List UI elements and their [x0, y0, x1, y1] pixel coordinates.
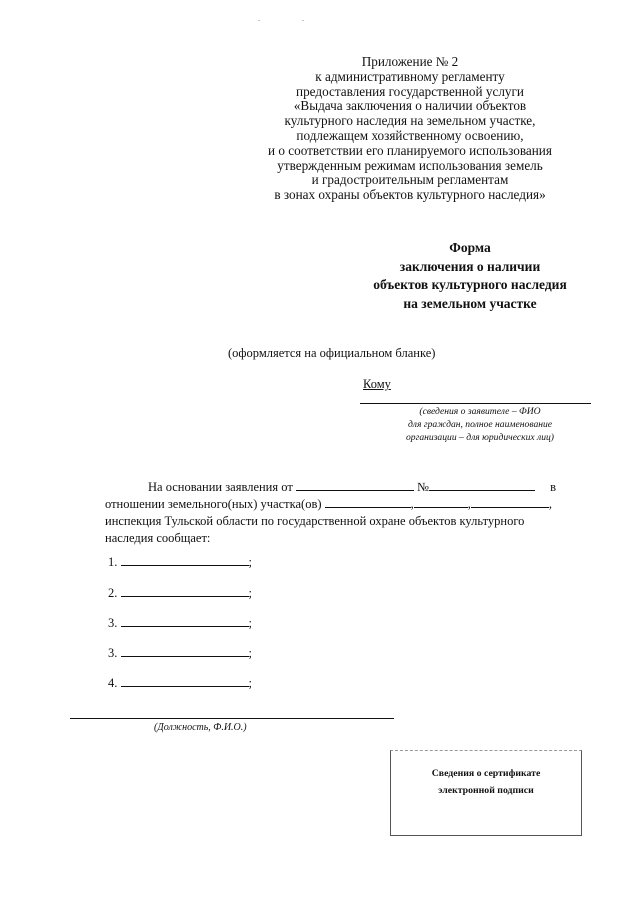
statement-line-2 [105, 496, 572, 513]
application-number-field[interactable] [429, 479, 535, 491]
signature-label: (Должность, Ф.И.О.) [154, 722, 247, 733]
signature-line[interactable] [70, 718, 394, 719]
list-item-end: ; [248, 586, 252, 600]
appendix-line: «Выдача заключения о наличии объектов [293, 98, 527, 114]
comma: , [548, 497, 553, 511]
statement-line-3: инспекция Тульской области по государственной охране объектов культурного [105, 514, 525, 528]
scan-marks: . . [258, 14, 324, 23]
statement-body [105, 479, 572, 547]
certificate-box [390, 750, 582, 836]
statement-in: в [550, 480, 557, 494]
certificate-line: Сведения о сертификате [431, 768, 541, 779]
list-item-number: 3. [108, 616, 118, 630]
list-item-field[interactable] [121, 585, 249, 597]
recipient-label: Кому [363, 377, 391, 391]
form-title-line: Форма [449, 240, 491, 255]
recipient-hint-line: для граждан, полное наименование [407, 419, 553, 431]
list-item [108, 645, 252, 661]
appendix-line: и градостроительным регламентам [311, 172, 509, 188]
list-item [108, 615, 252, 631]
appendix-line: к административному регламенту [315, 68, 505, 84]
land-plot-field-1[interactable] [325, 496, 411, 508]
land-plot-field-3[interactable] [471, 496, 549, 508]
list-item-field[interactable] [121, 645, 249, 657]
list-item [108, 554, 252, 570]
list-item-number: 2. [108, 586, 118, 600]
appendix-line: и о соответствии его планируемого использования [268, 142, 552, 158]
list-item-field[interactable] [121, 554, 249, 566]
official-blank-note: (оформляется на официальном бланке) [228, 346, 436, 360]
recipient-hint-line: организации – для юридических лиц) [406, 432, 554, 444]
certificate-text [391, 765, 581, 799]
comma: , [410, 497, 414, 511]
list-item-field[interactable] [121, 675, 249, 687]
recipient-field-line[interactable] [360, 403, 591, 404]
land-plots-label: отношении земельного(ных) участка(ов) [105, 497, 322, 511]
list-item-number: 4. [108, 676, 118, 690]
form-title [340, 239, 600, 313]
appendix-line: в зонах охраны объектов культурного наследия» [274, 187, 546, 203]
list-item-end: ; [248, 646, 252, 660]
recipient-hint-line: (сведения о заявителе – ФИО [419, 406, 541, 417]
statement-line-4: наследия сообщает: [105, 531, 211, 545]
number-sign: № [417, 480, 429, 494]
form-title-line: заключения о наличии [399, 258, 541, 274]
list-item-end: ; [248, 676, 252, 690]
form-title-line: на земельном участке [403, 295, 537, 311]
appendix-line: культурного наследия на земельном участке, [284, 113, 536, 129]
land-plot-field-2[interactable] [414, 496, 468, 508]
appendix-line: предоставления государственной услуги [296, 83, 524, 99]
comma: , [467, 497, 471, 511]
list-item-number: 1. [108, 555, 118, 569]
list-item-number: 3. [108, 646, 118, 660]
appendix-line: Приложение № 2 [361, 54, 459, 69]
appendix-line: подлежащем хозяйственному освоению, [296, 127, 524, 143]
recipient-hint [362, 405, 598, 445]
statement-line-1 [105, 479, 572, 496]
list-item [108, 585, 252, 601]
list-item-end: ; [248, 555, 252, 569]
appendix-line: утвержденным режимам использования земель [277, 157, 543, 173]
list-item [108, 675, 252, 691]
appendix-header [250, 55, 570, 203]
application-date-field[interactable] [296, 479, 414, 491]
application-date-label: На основании заявления от [148, 480, 293, 494]
list-item-end: ; [248, 616, 252, 630]
form-title-line: объектов культурного наследия [373, 277, 567, 292]
certificate-line: электронной подписи [438, 785, 534, 796]
list-item-field[interactable] [121, 615, 249, 627]
